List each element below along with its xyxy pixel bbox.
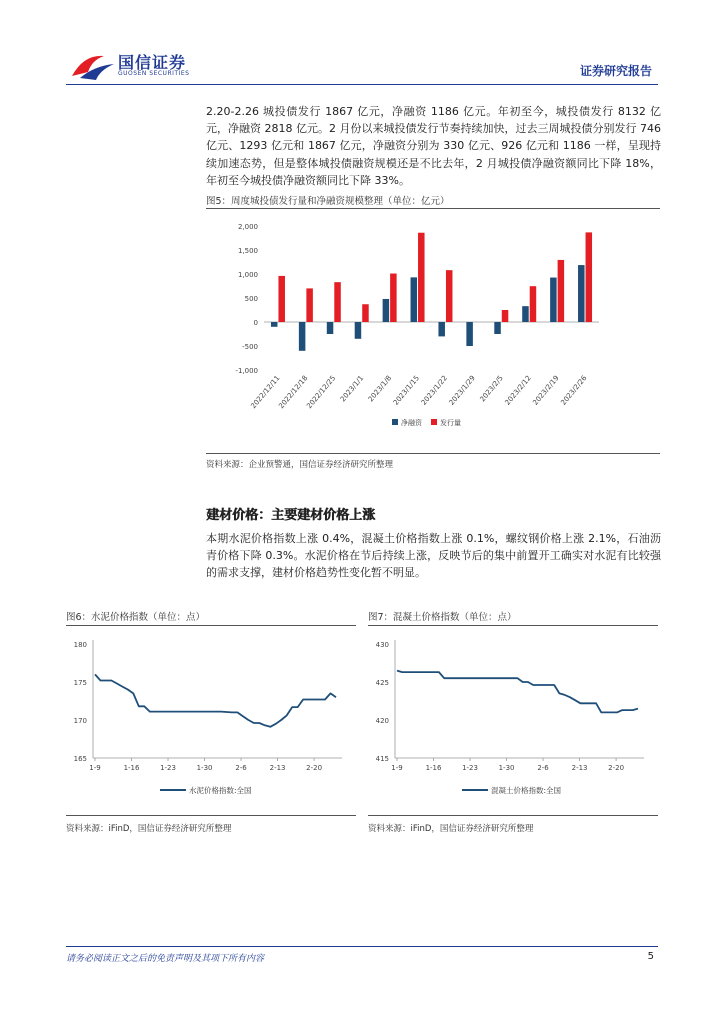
x-tick-label: 2-13 bbox=[571, 764, 588, 772]
issuance-bar bbox=[362, 304, 369, 322]
issuance-bar bbox=[558, 260, 565, 322]
figure7-line-chart bbox=[368, 628, 658, 812]
net-financing-bar bbox=[438, 322, 445, 336]
x-tick-label: 2-13 bbox=[269, 764, 286, 772]
y-tick-label: 430 bbox=[375, 641, 389, 649]
y-tick-label: 415 bbox=[375, 755, 389, 763]
price-index-line bbox=[397, 671, 638, 713]
net-financing-bar bbox=[383, 299, 390, 322]
legend-net-swatch bbox=[392, 419, 398, 425]
legend-issue-label: 发行量 bbox=[440, 419, 461, 427]
y-tick-label: 425 bbox=[375, 679, 389, 687]
x-tick-label: 2-20 bbox=[306, 764, 323, 772]
net-financing-bar bbox=[271, 322, 278, 327]
figure5-bar-chart bbox=[206, 212, 660, 452]
intro-paragraph: 2.20-2.26 城投债发行 1867 亿元，净融资 1186 亿元。年初至今，城投债发行 8132 亿元，净融资 2818 亿元。2 月份以来城投债发行节奏持续加快，过去三周城投债分别发行 746 亿元、1293 亿元和 1867 亿元，净融资分别为 330 亿元、926 亿元和 1186 一样，呈现持续加速态势，但是整体城投债融资规模还是不比去年，2 月城投债净融资额同比下降 18%，年初至今城投债净融资额同比下降 33%。 bbox=[206, 105, 661, 187]
y-tick-label: -1,000 bbox=[235, 367, 258, 375]
figure5-bottom-rule bbox=[206, 453, 660, 454]
y-tick-label: 420 bbox=[375, 717, 389, 725]
y-tick-label: -500 bbox=[242, 343, 258, 351]
x-tick-label: 1-16 bbox=[425, 764, 442, 772]
net-financing-bar bbox=[411, 277, 418, 322]
issuance-bar bbox=[306, 288, 313, 322]
issuance-bar bbox=[390, 274, 397, 322]
issuance-bar bbox=[530, 286, 537, 322]
legend-label: 混凝土价格指数:全国 bbox=[491, 786, 562, 795]
figure6-source: 资料来源：iFinD，国信证券经济研究所整理 bbox=[66, 824, 232, 834]
figure6-line-chart bbox=[66, 628, 356, 812]
net-financing-bar bbox=[494, 322, 501, 334]
legend-issue-swatch bbox=[431, 419, 437, 425]
y-tick-label: 1,000 bbox=[237, 271, 258, 279]
x-tick-label: 1-23 bbox=[160, 764, 176, 772]
header-divider bbox=[66, 84, 658, 85]
guosen-logo bbox=[70, 50, 116, 82]
net-financing-bar bbox=[327, 322, 334, 334]
x-tick-label: 1-9 bbox=[391, 764, 403, 772]
net-financing-bar bbox=[299, 322, 306, 351]
x-tick-label: 2023/2/19 bbox=[531, 374, 561, 407]
x-tick-label: 2-20 bbox=[608, 764, 625, 772]
figure5-top-rule bbox=[206, 208, 660, 209]
y-tick-label: 500 bbox=[244, 295, 258, 303]
y-tick-label: 165 bbox=[73, 755, 87, 763]
y-tick-label: 175 bbox=[73, 679, 87, 687]
x-tick-label: 1-30 bbox=[196, 764, 213, 772]
issuance-bar bbox=[278, 276, 285, 322]
x-tick-label: 2023/1/1 bbox=[338, 374, 366, 404]
figure7-bottom-rule bbox=[368, 815, 658, 816]
y-tick-label: 2,000 bbox=[237, 223, 258, 231]
legend-label: 水泥价格指数:全国 bbox=[189, 786, 252, 795]
net-financing-bar bbox=[578, 265, 585, 322]
x-tick-label: 1-30 bbox=[498, 764, 515, 772]
x-tick-label: 2023/2/5 bbox=[478, 374, 505, 404]
issuance-bar bbox=[502, 310, 509, 322]
figure7-top-rule bbox=[368, 625, 658, 626]
x-tick-label: 2023/1/8 bbox=[366, 374, 394, 404]
y-tick-label: 0 bbox=[253, 319, 258, 327]
x-tick-label: 2022/12/25 bbox=[305, 374, 338, 411]
issuance-bar bbox=[418, 233, 425, 322]
figure5-source: 资料来源：企业预警通，国信证券经济研究所整理 bbox=[206, 460, 394, 470]
report-type-label: 证券研究报告 bbox=[579, 64, 652, 78]
figure7-source: 资料来源：iFinD，国信证券经济研究所整理 bbox=[368, 824, 534, 834]
x-tick-label: 2023/1/22 bbox=[419, 374, 449, 407]
section-paragraph: 本期水泥价格指数上涨 0.4%，混凝土价格指数上涨 0.1%，螺纹钢价格上涨 2.1%，石油沥青价格下降 0.3%。水泥价格在节后持续上涨，反映节后的集中前置开工确实对水泥有比较强的需求支撑，建材价格趋势性变化暂不明显。 bbox=[206, 532, 661, 580]
x-tick-label: 2-6 bbox=[235, 764, 247, 772]
x-tick-label: 2-6 bbox=[537, 764, 549, 772]
y-tick-label: 180 bbox=[73, 641, 87, 649]
y-tick-label: 170 bbox=[73, 717, 87, 725]
section-title: 建材价格：主要建材价格上涨 bbox=[206, 508, 376, 523]
x-tick-label: 2023/2/12 bbox=[503, 374, 533, 407]
x-tick-label: 2023/1/15 bbox=[391, 374, 422, 407]
net-financing-bar bbox=[355, 322, 362, 339]
footer-divider bbox=[66, 946, 658, 947]
issuance-bar bbox=[334, 282, 341, 322]
figure6-top-rule bbox=[66, 625, 356, 626]
x-tick-label: 2022/12/18 bbox=[277, 374, 310, 411]
price-index-line bbox=[95, 674, 336, 726]
logo-english-name: GUOSEN SECURITIES bbox=[118, 70, 190, 77]
x-tick-label: 2023/2/26 bbox=[559, 374, 589, 407]
x-tick-label: 2022/12/11 bbox=[249, 374, 282, 411]
issuance-bar bbox=[446, 270, 453, 322]
net-financing-bar bbox=[522, 306, 529, 322]
page-number: 5 bbox=[647, 951, 654, 962]
x-tick-label: 1-16 bbox=[123, 764, 140, 772]
net-financing-bar bbox=[550, 278, 557, 322]
y-tick-label: 1,500 bbox=[237, 247, 258, 255]
figure6-title: 图6：水泥价格指数（单位：点） bbox=[66, 612, 206, 623]
logo-chinese-name: 国信证券 bbox=[118, 53, 187, 72]
figure5-title: 图5：周度城投债发行量和净融资规模整理（单位：亿元） bbox=[206, 196, 450, 207]
x-tick-label: 2023/1/29 bbox=[447, 374, 477, 407]
figure7-title: 图7：混凝土价格指数（单位：点） bbox=[368, 612, 517, 623]
footer-disclaimer: 请务必阅读正文之后的免责声明及其项下所有内容 bbox=[66, 954, 265, 964]
net-financing-bar bbox=[466, 322, 473, 346]
issuance-bar bbox=[586, 232, 593, 322]
legend-net-label: 净融资 bbox=[401, 419, 422, 427]
x-tick-label: 1-9 bbox=[89, 764, 101, 772]
x-tick-label: 1-23 bbox=[462, 764, 478, 772]
figure6-bottom-rule bbox=[66, 815, 356, 816]
